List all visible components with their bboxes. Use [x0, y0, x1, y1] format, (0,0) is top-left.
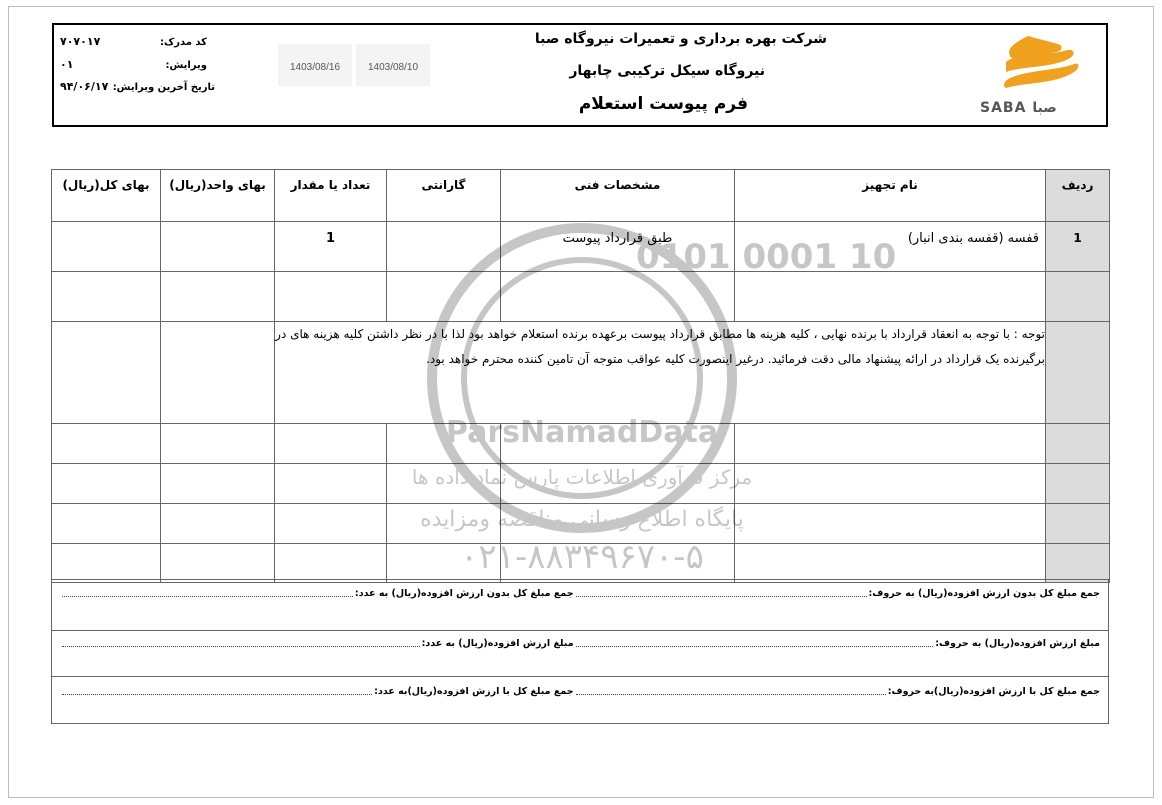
warranty-cell[interactable] [387, 424, 501, 464]
equipment-name-cell[interactable] [735, 504, 1046, 544]
row-number [1046, 504, 1110, 544]
total-price-cell[interactable] [52, 322, 161, 424]
unit-price-cell[interactable] [161, 424, 275, 464]
header-row-num: ردیف [1046, 170, 1110, 222]
sum-without-vat-number-label: جمع مبلغ کل بدون ارزش افزوده(ریال) به عدد: [354, 588, 574, 599]
sum-without-vat-number-field[interactable] [62, 590, 353, 597]
quantity-cell[interactable] [275, 272, 387, 322]
sum-with-vat-number-label: جمع مبلغ کل با ارزش افزوده(ریال)به عدد: [374, 686, 574, 697]
unit-price-cell[interactable] [161, 222, 275, 272]
date-field-2: 1403/08/16 [278, 44, 352, 86]
total-price-cell[interactable] [52, 504, 161, 544]
equipment-name-cell[interactable] [735, 464, 1046, 504]
technical-spec-cell[interactable] [501, 464, 735, 504]
unit-price-cell[interactable] [161, 322, 275, 424]
equipment-name-cell[interactable] [735, 272, 1046, 322]
row-number [1046, 464, 1110, 504]
items-table [51, 169, 1110, 583]
warranty-cell[interactable] [387, 272, 501, 322]
table-row [52, 544, 1110, 583]
header-warranty: گارانتی [387, 170, 501, 222]
technical-spec-cell[interactable] [501, 504, 735, 544]
vat-words-field[interactable] [576, 640, 934, 647]
sum-with-vat-words-field[interactable] [576, 688, 886, 695]
last-revision-label: تاریخ آخرین ویرایش: [112, 82, 215, 93]
vat-number-label: مبلغ ارزش افزوده(ریال) به عدد: [421, 638, 574, 649]
warranty-cell[interactable] [387, 222, 501, 272]
sum-without-vat-line [60, 588, 1100, 599]
table-row [52, 272, 1110, 322]
company-name: شرکت بهره برداری و تعمیرات نیروگاه صبا [534, 31, 827, 47]
total-price-cell[interactable] [52, 544, 161, 583]
table-row [52, 424, 1110, 464]
warranty-cell[interactable] [387, 544, 501, 583]
saba-logo [976, 26, 1106, 120]
unit-price-cell[interactable] [161, 544, 275, 583]
doc-code-value: ۷۰۷۰۱۷ [60, 35, 101, 48]
total-price-cell[interactable] [52, 272, 161, 322]
note-text: توجه : با توجه به انعقاد قرارداد با برنده نهایی ، کلیه هزینه ها مطابق قرارداد پیوست برعهده برنده استعلام خواهد بود لذا با در نظر داشتن کلیه هزینه های در برگیرنده یک قرارداد در ارائه پیشنهاد مالی دقت فرمائید. درغیر اینصورت کلیه عواقب متوجه آن تامین کننده محترم خواهد بود. [275, 322, 1046, 424]
table-row [52, 464, 1110, 504]
last-revision-value: ۹۴/۰۶/۱۷ [60, 80, 109, 93]
vat-words-label: مبلغ ارزش افزوده(ریال) به حروف: [935, 638, 1100, 649]
watermark-line1: مرکز فرآوری اطلاعات پارس نماد داده ها [411, 465, 753, 489]
header-total-price: بهای کل(ریال) [52, 170, 161, 222]
technical-spec-cell[interactable] [501, 544, 735, 583]
row-number: 1 [1046, 222, 1110, 272]
revision-value: ۰۱ [60, 58, 74, 71]
header-unit-price: بهای واحد(ریال) [161, 170, 275, 222]
quantity-cell: 1 [275, 222, 387, 272]
equipment-name-cell[interactable] [735, 424, 1046, 464]
row-number [1046, 544, 1110, 583]
quantity-cell[interactable] [275, 504, 387, 544]
warranty-cell[interactable] [387, 464, 501, 504]
table-row [52, 504, 1110, 544]
equipment-name-cell[interactable] [735, 544, 1046, 583]
unit-price-cell[interactable] [161, 504, 275, 544]
total-price-cell[interactable] [52, 464, 161, 504]
table-row [52, 222, 1110, 272]
sum-without-vat-words-label: جمع مبلغ کل بدون ارزش افزوده(ریال) به حروف: [868, 588, 1100, 599]
table-header-row [52, 170, 1110, 222]
watermark-line2: پایگاه اطلاع رسانی مناقصه ومزایده [420, 507, 744, 532]
revision-label: ویرایش: [165, 60, 207, 71]
sum-with-vat-number-field[interactable] [62, 688, 372, 695]
watermark-phone: ۰۲۱-۸۸۳۴۹۶۷۰-۵ [460, 537, 704, 577]
header-technical-spec: مشخصات فنی [501, 170, 735, 222]
sum-with-vat-line [60, 686, 1100, 697]
form-title: فرم پیوست استعلام [578, 94, 748, 114]
note-row [52, 322, 1110, 424]
summary-divider [52, 630, 1108, 631]
header-quantity: تعداد یا مقدار [275, 170, 387, 222]
doc-code-label: کد مدرک: [159, 37, 207, 48]
summary-divider [52, 676, 1108, 677]
row-number [1046, 424, 1110, 464]
summary-box [51, 579, 1109, 724]
watermark-brand: ParsNamadData [445, 415, 719, 450]
header-equipment-name: نام تجهیز [735, 170, 1046, 222]
unit-price-cell[interactable] [161, 272, 275, 322]
technical-spec-cell: طبق قرارداد پیوست [501, 222, 735, 272]
quantity-cell[interactable] [275, 464, 387, 504]
row-number [1046, 272, 1110, 322]
row-number [1046, 322, 1110, 424]
vat-number-field[interactable] [62, 640, 420, 647]
total-price-cell[interactable] [52, 424, 161, 464]
technical-spec-cell[interactable] [501, 272, 735, 322]
warranty-cell[interactable] [387, 504, 501, 544]
unit-price-cell[interactable] [161, 464, 275, 504]
logo-text: SABA صبا [980, 100, 1057, 116]
plant-name: نیروگاه سیکل ترکیبی چابهار [569, 63, 765, 79]
vat-amount-line [60, 638, 1100, 649]
sum-without-vat-words-field[interactable] [576, 590, 867, 597]
quantity-cell[interactable] [275, 424, 387, 464]
date-field-1: 1403/08/10 [356, 44, 430, 86]
sum-with-vat-words-label: جمع مبلغ کل با ارزش افزوده(ریال)به حروف: [887, 686, 1100, 697]
equipment-name-cell: قفسه (قفسه بندی انبار) [735, 222, 1046, 272]
technical-spec-cell[interactable] [501, 424, 735, 464]
total-price-cell[interactable] [52, 222, 161, 272]
quantity-cell[interactable] [275, 544, 387, 583]
watermark-digits: 0101 0001 10 [636, 237, 897, 277]
